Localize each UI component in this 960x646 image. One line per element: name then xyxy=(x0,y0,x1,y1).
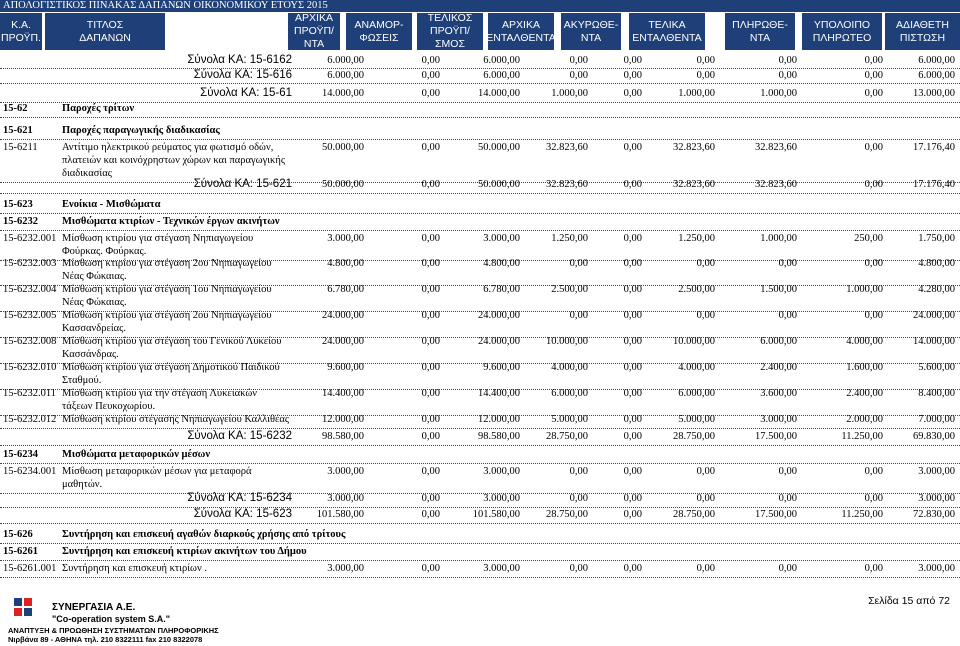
amount-cell: 28.750,00 xyxy=(673,509,715,520)
item-code: 15-6232.005 xyxy=(3,310,57,321)
amount-cell: 3.000,00 xyxy=(918,493,955,504)
amount-cell: 0,00 xyxy=(623,142,642,153)
amount-cell: 0,00 xyxy=(778,55,797,66)
amount-cell: 32.823,60 xyxy=(546,179,588,190)
column-header-line1: ΑΝΑΜΟΡ- xyxy=(354,18,404,31)
column-header xyxy=(725,13,795,50)
amount-cell: 0,00 xyxy=(421,563,440,574)
amount-cell: 1.250,00 xyxy=(678,233,715,244)
amount-cell: 0,00 xyxy=(421,336,440,347)
item-title-line3: διαδικασίας xyxy=(62,168,112,179)
subtotal-label: Σύνολα ΚΑ: 15-616 xyxy=(193,69,292,81)
amount-cell: 0,00 xyxy=(623,362,642,373)
item-title: Μίσθωση κτιρίου για στέγαση Νηπιαγωγείου xyxy=(62,233,254,244)
item-code: 15-6232.003 xyxy=(3,258,57,269)
column-header-line2: ΠΡΟΫΠ/ΝΤΑ xyxy=(294,25,334,50)
amount-cell: 0,00 xyxy=(864,179,883,190)
amount-cell: 0,00 xyxy=(864,258,883,269)
amount-cell: 0,00 xyxy=(421,493,440,504)
amount-cell: 0,00 xyxy=(421,284,440,295)
amount-cell: 2.500,00 xyxy=(678,284,715,295)
amount-cell: 24.000,00 xyxy=(478,336,520,347)
amount-cell: 0,00 xyxy=(623,563,642,574)
item-code: 15-6232.012 xyxy=(3,414,57,425)
amount-cell: 13.000,00 xyxy=(913,88,955,99)
amount-cell: 0,00 xyxy=(864,70,883,81)
amount-cell: 0,00 xyxy=(623,284,642,295)
column-header-line2: ΠΙΣΤΩΣΗ xyxy=(899,31,946,44)
item-code: 15-6232.010 xyxy=(3,362,57,373)
page-indicator: Σελίδα 15 από 72 xyxy=(868,595,950,607)
amount-cell: 17.176,40 xyxy=(913,142,955,153)
subtotal-label: Σύνολα ΚΑ: 15-6162 xyxy=(187,54,292,66)
amount-cell: 3.600,00 xyxy=(760,388,797,399)
amount-cell: 0,00 xyxy=(421,362,440,373)
item-code: 15-6211 xyxy=(3,142,38,153)
amount-cell: 1.000,00 xyxy=(760,233,797,244)
amount-cell: 0,00 xyxy=(421,414,440,425)
amount-cell: 12.000,00 xyxy=(478,414,520,425)
amount-cell: 12.000,00 xyxy=(322,414,364,425)
amount-cell: 0,00 xyxy=(623,179,642,190)
amount-cell: 98.580,00 xyxy=(322,431,364,442)
amount-cell: 0,00 xyxy=(569,563,588,574)
amount-cell: 17.500,00 xyxy=(755,509,797,520)
item-code: 15-6232.001 xyxy=(3,233,57,244)
amount-cell: 4.800,00 xyxy=(918,258,955,269)
column-header-line1: ΑΡΧΙΚΑ xyxy=(502,18,540,31)
column-header-line1: ΤΕΛΙΚΟΣ xyxy=(427,12,473,24)
column-header-line2: ΔΑΠΑΝΩΝ xyxy=(79,31,131,44)
amount-cell: 9.600,00 xyxy=(327,362,364,373)
row-separator xyxy=(0,102,960,103)
row-separator xyxy=(0,445,960,446)
amount-cell: 0,00 xyxy=(778,70,797,81)
column-header-line1: ΤΙΤΛΟΣ xyxy=(86,18,124,31)
column-header-line2: ΠΡΟΫΠ/ΣΜΟΣ xyxy=(430,25,470,50)
amount-cell: 0,00 xyxy=(421,88,440,99)
amount-cell: 11.250,00 xyxy=(841,431,883,442)
amount-cell: 0,00 xyxy=(421,466,440,477)
amount-cell: 250,00 xyxy=(854,233,883,244)
amount-cell: 0,00 xyxy=(623,509,642,520)
amount-cell: 0,00 xyxy=(864,55,883,66)
column-header-line1: ΤΕΛΙΚΑ xyxy=(648,18,686,31)
amount-cell: 3.000,00 xyxy=(327,466,364,477)
column-header-line1: ΑΔΙΑΘΕΤΗ xyxy=(896,18,949,31)
column-header-line2: ΕΝΤΑΛΘΕΝΤΑ xyxy=(632,31,702,44)
amount-cell: 17.176,40 xyxy=(913,179,955,190)
item-title: Μίσθωση κτιρίου στέγασης Νηπιαγωγείου Καλλιθέας xyxy=(62,414,290,425)
amount-cell: 0,00 xyxy=(623,388,642,399)
amount-cell: 24.000,00 xyxy=(322,310,364,321)
column-header xyxy=(417,13,483,50)
amount-cell: 4.800,00 xyxy=(483,258,520,269)
section-title: Παροχές τρίτων xyxy=(62,103,135,114)
footer-brand-sub: "Co-operation system S.A." xyxy=(52,614,171,624)
amount-cell: 2.500,00 xyxy=(551,284,588,295)
amount-cell: 14.000,00 xyxy=(322,88,364,99)
amount-cell: 0,00 xyxy=(696,493,715,504)
amount-cell: 0,00 xyxy=(623,336,642,347)
item-title-line2: πλατειών και κοινόχρηστων χώρων και παραγωγικής xyxy=(62,155,285,166)
item-code: 15-6234.001 xyxy=(3,466,57,477)
column-header-line1: ΑΚΥΡΩΘΕ- xyxy=(563,18,619,31)
amount-cell: 0,00 xyxy=(569,310,588,321)
section-code: 15-6261 xyxy=(3,546,38,557)
amount-cell: 1.000,00 xyxy=(760,88,797,99)
amount-cell: 0,00 xyxy=(778,493,797,504)
amount-cell: 0,00 xyxy=(696,466,715,477)
amount-cell: 0,00 xyxy=(696,55,715,66)
amount-cell: 32.823,60 xyxy=(755,179,797,190)
amount-cell: 32.823,60 xyxy=(755,142,797,153)
row-separator xyxy=(0,428,960,429)
amount-cell: 0,00 xyxy=(696,563,715,574)
amount-cell: 11.250,00 xyxy=(841,509,883,520)
item-title: Μίσθωση κτιρίου για στέγαση 1ου Νηπιαγωγείου xyxy=(62,284,272,295)
subtotal-label: Σύνολα ΚΑ: 15-61 xyxy=(200,87,292,99)
item-code: 15-6232.004 xyxy=(3,284,57,295)
amount-cell: 10.000,00 xyxy=(673,336,715,347)
footer-brand: ΣΥΝΕΡΓΑΣΙΑ Α.Ε. xyxy=(52,602,136,613)
amount-cell: 0,00 xyxy=(623,414,642,425)
column-header-line1: ΠΛΗΡΩΘΕ- xyxy=(732,18,788,31)
amount-cell: 101.580,00 xyxy=(316,509,364,520)
amount-cell: 6.000,00 xyxy=(483,55,520,66)
amount-cell: 0,00 xyxy=(421,55,440,66)
item-code: 15-6232.008 xyxy=(3,336,57,347)
footer-address: Νιρβάνα 89 - ΑΘΗΝΑ τηλ. 210 8322111 fax 210 8322078 xyxy=(8,635,203,644)
amount-cell: 0,00 xyxy=(864,493,883,504)
amount-cell: 14.000,00 xyxy=(913,336,955,347)
amount-cell: 17.500,00 xyxy=(755,431,797,442)
column-header xyxy=(629,13,705,50)
amount-cell: 0,00 xyxy=(569,55,588,66)
item-code: 15-6261.001 xyxy=(3,563,57,574)
report-title-bar xyxy=(0,0,960,12)
amount-cell: 4.000,00 xyxy=(678,362,715,373)
report-title: ΑΠΟΛΟΓΙΣΤΙΚΟΣ ΠΙΝΑΚΑΣ ΔΑΠΑΝΩΝ ΟΙΚΟΝΟΜΙΚΟΥ ΕΤΟΥΣ 2015 xyxy=(3,0,328,11)
section-code: 15-626 xyxy=(3,529,33,540)
column-header-line1: Κ.Α. xyxy=(11,18,31,31)
amount-cell: 0,00 xyxy=(569,258,588,269)
item-title-line2: Φούρκας. Φούρκας. xyxy=(62,246,147,257)
item-title-line2: Νέας Φώκαιας. xyxy=(62,271,127,282)
amount-cell: 0,00 xyxy=(623,493,642,504)
amount-cell: 0,00 xyxy=(696,70,715,81)
amount-cell: 10.000,00 xyxy=(546,336,588,347)
amount-cell: 14.400,00 xyxy=(322,388,364,399)
column-header xyxy=(885,13,960,50)
row-separator xyxy=(0,139,960,140)
column-header-line2: ΦΩΣΕΙΣ xyxy=(359,31,399,44)
amount-cell: 4.280,00 xyxy=(918,284,955,295)
amount-cell: 3.000,00 xyxy=(483,563,520,574)
amount-cell: 28.750,00 xyxy=(546,431,588,442)
amount-cell: 0,00 xyxy=(569,70,588,81)
row-separator xyxy=(0,193,960,194)
amount-cell: 50.000,00 xyxy=(478,179,520,190)
amount-cell: 3.000,00 xyxy=(760,414,797,425)
section-title: Παροχές παραγωγικής διαδικασίας xyxy=(62,125,220,136)
row-separator xyxy=(0,577,960,578)
amount-cell: 0,00 xyxy=(623,466,642,477)
section-code: 15-62 xyxy=(3,103,28,114)
amount-cell: 0,00 xyxy=(623,233,642,244)
item-title-line2: μαθητών. xyxy=(62,479,103,490)
amount-cell: 0,00 xyxy=(421,142,440,153)
column-header xyxy=(802,13,882,50)
subtotal-label: Σύνολα ΚΑ: 15-623 xyxy=(193,508,292,520)
row-separator xyxy=(0,493,960,494)
amount-cell: 0,00 xyxy=(623,310,642,321)
amount-cell: 0,00 xyxy=(696,310,715,321)
section-code: 15-6232 xyxy=(3,216,38,227)
amount-cell: 0,00 xyxy=(864,310,883,321)
amount-cell: 1.000,00 xyxy=(551,88,588,99)
amount-cell: 3.000,00 xyxy=(918,466,955,477)
amount-cell: 6.000,00 xyxy=(918,55,955,66)
column-header-line2: ΕΝΤΑΛΘΕΝΤΑ xyxy=(486,31,556,44)
column-header-line2: ΝΤΑ xyxy=(749,31,771,44)
amount-cell: 4.000,00 xyxy=(846,336,883,347)
column-header xyxy=(346,13,412,50)
amount-cell: 5.000,00 xyxy=(551,414,588,425)
column-header xyxy=(561,13,621,50)
amount-cell: 14.000,00 xyxy=(478,88,520,99)
amount-cell: 6.000,00 xyxy=(551,388,588,399)
amount-cell: 0,00 xyxy=(623,258,642,269)
amount-cell: 9.600,00 xyxy=(483,362,520,373)
amount-cell: 0,00 xyxy=(569,466,588,477)
item-title-line2: Νέας Φώκαιας. xyxy=(62,297,127,308)
amount-cell: 101.580,00 xyxy=(472,509,520,520)
item-title-line2: Σταθμού. xyxy=(62,375,102,386)
amount-cell: 14.400,00 xyxy=(478,388,520,399)
amount-cell: 69.830,00 xyxy=(913,431,955,442)
amount-cell: 0,00 xyxy=(569,493,588,504)
amount-cell: 1.000,00 xyxy=(846,284,883,295)
amount-cell: 2.000,00 xyxy=(846,414,883,425)
column-header-line2: ΝΤΑ xyxy=(580,31,602,44)
row-separator xyxy=(0,213,960,214)
amount-cell: 4.000,00 xyxy=(551,362,588,373)
amount-cell: 6.000,00 xyxy=(678,388,715,399)
amount-cell: 1.500,00 xyxy=(760,284,797,295)
section-title: Συντήρηση και επισκευή αγαθών διαρκούς χρήσης από τρίτους xyxy=(62,529,346,540)
amount-cell: 0,00 xyxy=(421,388,440,399)
amount-cell: 2.400,00 xyxy=(760,362,797,373)
amount-cell: 0,00 xyxy=(421,233,440,244)
amount-cell: 32.823,60 xyxy=(673,142,715,153)
column-header-line1: ΑΡΧΙΚΑ xyxy=(295,12,333,24)
amount-cell: 50.000,00 xyxy=(478,142,520,153)
column-header-line1: ΥΠΟΛΟΙΠΟ xyxy=(813,18,871,31)
section-code: 15-621 xyxy=(3,125,33,136)
row-separator xyxy=(0,463,960,464)
amount-cell: 0,00 xyxy=(864,88,883,99)
amount-cell: 28.750,00 xyxy=(673,431,715,442)
amount-cell: 6.780,00 xyxy=(483,284,520,295)
amount-cell: 1.600,00 xyxy=(846,362,883,373)
amount-cell: 1.750,00 xyxy=(918,233,955,244)
row-separator xyxy=(0,230,960,231)
amount-cell: 0,00 xyxy=(623,431,642,442)
amount-cell: 0,00 xyxy=(623,55,642,66)
amount-cell: 1.250,00 xyxy=(551,233,588,244)
item-title: Μίσθωση κτιρίου για την στέγαση Λυκειακών xyxy=(62,388,258,399)
item-title-line2: τάξεων Πευκοχωρίου. xyxy=(62,401,156,412)
amount-cell: 0,00 xyxy=(864,466,883,477)
row-separator xyxy=(0,83,960,84)
amount-cell: 0,00 xyxy=(778,310,797,321)
section-code: 15-623 xyxy=(3,199,33,210)
item-title: Μίσθωση κτιρίου για στέγαση Δημοτικού Παιδικού xyxy=(62,362,280,373)
section-title: Συντήρηση και επισκευή κτιρίων ακινήτων του Δήμου xyxy=(62,546,307,557)
amount-cell: 50.000,00 xyxy=(322,179,364,190)
amount-cell: 3.000,00 xyxy=(483,493,520,504)
amount-cell: 32.823,60 xyxy=(673,179,715,190)
amount-cell: 98.580,00 xyxy=(478,431,520,442)
amount-cell: 0,00 xyxy=(421,258,440,269)
amount-cell: 5.000,00 xyxy=(678,414,715,425)
amount-cell: 6.000,00 xyxy=(760,336,797,347)
column-header xyxy=(288,13,340,50)
item-title: Συντήρηση και επισκευή κτιρίων . xyxy=(62,563,207,574)
footer-tagline: ΑΝΑΠΤΥΞΗ & ΠΡΟΩΘΗΣΗ ΣΥΣΤΗΜΑΤΩΝ ΠΛΗΡΟΦΟΡΙΚΗΣ xyxy=(8,626,219,635)
amount-cell: 24.000,00 xyxy=(322,336,364,347)
column-header-line2: ΠΛΗΡΩΤΕΟ xyxy=(812,31,872,44)
amount-cell: 72.830,00 xyxy=(913,509,955,520)
amount-cell: 6.000,00 xyxy=(327,55,364,66)
amount-cell: 3.000,00 xyxy=(327,233,364,244)
amount-cell: 3.000,00 xyxy=(483,233,520,244)
amount-cell: 0,00 xyxy=(696,258,715,269)
amount-cell: 0,00 xyxy=(864,142,883,153)
amount-cell: 0,00 xyxy=(778,466,797,477)
amount-cell: 3.000,00 xyxy=(327,493,364,504)
column-header-line2: ΠΡΟΫΠ. xyxy=(1,31,41,44)
amount-cell: 4.800,00 xyxy=(327,258,364,269)
section-title: Μισθώματα κτιρίων - Τεχνικών έργων ακινήτων xyxy=(62,216,280,227)
amount-cell: 0,00 xyxy=(421,509,440,520)
amount-cell: 6.780,00 xyxy=(327,284,364,295)
amount-cell: 0,00 xyxy=(864,563,883,574)
amount-cell: 0,00 xyxy=(623,70,642,81)
item-title: Μίσθωση κτιρίου για στέγαση 2ου Νηπιαγωγείου xyxy=(62,310,272,321)
row-separator xyxy=(0,560,960,561)
amount-cell: 0,00 xyxy=(421,70,440,81)
amount-cell: 3.000,00 xyxy=(483,466,520,477)
subtotal-label: Σύνολα ΚΑ: 15-621 xyxy=(193,178,292,190)
amount-cell: 0,00 xyxy=(421,431,440,442)
item-title: Μίσθωση κτιρίου για στέγαση του Γενικού Λυκείου xyxy=(62,336,282,347)
section-title: Ενοίκια - Μισθώματα xyxy=(62,199,161,210)
amount-cell: 3.000,00 xyxy=(918,563,955,574)
amount-cell: 7.000,00 xyxy=(918,414,955,425)
item-title: Αντίτιμο ηλεκτρικού ρεύματος για φωτισμό οδών, xyxy=(62,142,274,153)
row-separator xyxy=(0,543,960,544)
section-code: 15-6234 xyxy=(3,449,38,460)
subtotal-label: Σύνολα ΚΑ: 15-6232 xyxy=(187,430,292,442)
amount-cell: 1.000,00 xyxy=(678,88,715,99)
amount-cell: 5.600,00 xyxy=(918,362,955,373)
row-separator xyxy=(0,68,960,69)
column-header xyxy=(488,13,554,50)
amount-cell: 2.400,00 xyxy=(846,388,883,399)
amount-cell: 0,00 xyxy=(778,563,797,574)
amount-cell: 0,00 xyxy=(778,258,797,269)
row-separator xyxy=(0,117,960,118)
item-title: Μίσθωση μεταφορικών μέσων για μεταφορά xyxy=(62,466,252,477)
subtotal-label: Σύνολα ΚΑ: 15-6234 xyxy=(187,492,292,504)
amount-cell: 50.000,00 xyxy=(322,142,364,153)
amount-cell: 32.823,60 xyxy=(546,142,588,153)
item-title-line2: Κασσανδρείας. xyxy=(62,323,126,334)
item-code: 15-6232.011 xyxy=(3,388,56,399)
amount-cell: 6.000,00 xyxy=(918,70,955,81)
amount-cell: 24.000,00 xyxy=(478,310,520,321)
amount-cell: 6.000,00 xyxy=(327,70,364,81)
amount-cell: 24.000,00 xyxy=(913,310,955,321)
section-title: Μισθώματα μεταφορικών μέσων xyxy=(62,449,211,460)
amount-cell: 0,00 xyxy=(421,310,440,321)
amount-cell: 0,00 xyxy=(623,88,642,99)
amount-cell: 3.000,00 xyxy=(327,563,364,574)
column-header xyxy=(0,13,42,50)
row-separator xyxy=(0,523,960,524)
amount-cell: 0,00 xyxy=(421,179,440,190)
item-title-line2: Κασσάνδρας. xyxy=(62,349,119,360)
amount-cell: 28.750,00 xyxy=(546,509,588,520)
column-header xyxy=(45,13,165,50)
amount-cell: 8.400,00 xyxy=(918,388,955,399)
item-title: Μίσθωση κτιρίου για στέγαση 2ου Νηπιαγωγείου xyxy=(62,258,272,269)
amount-cell: 6.000,00 xyxy=(483,70,520,81)
